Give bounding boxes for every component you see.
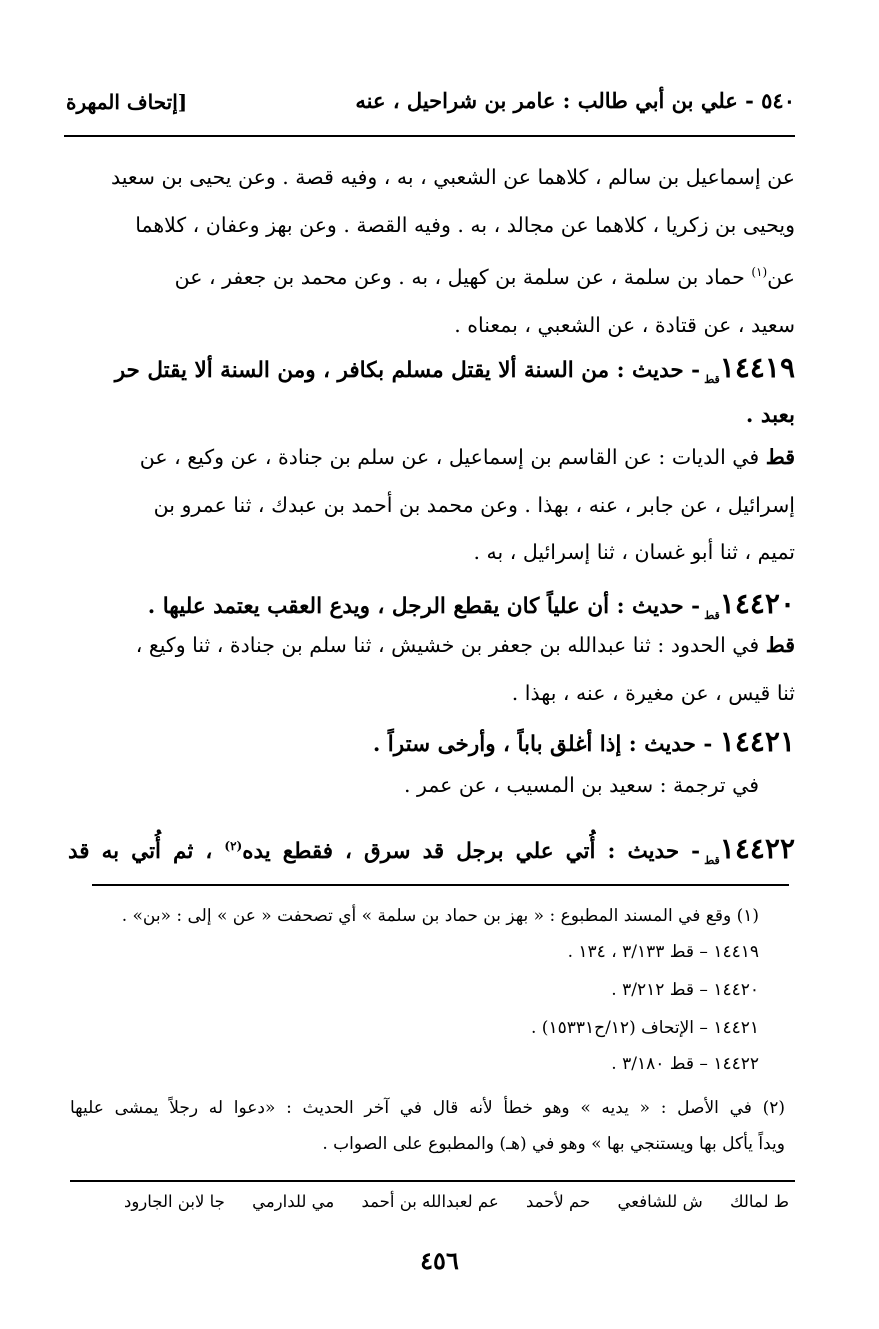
hadith-text-end: ، ثم أُتي به قد: [68, 839, 213, 864]
hadith-14421-chain: [69, 762, 759, 810]
hadith-14419-line-1: [68, 346, 795, 402]
hadith-number: ١٤٤٢٠: [719, 587, 795, 620]
hadith-14419-line-2: بعبد .: [745, 403, 795, 428]
chain-line-1-text: في الديات : عن القاسم بن إسماعيل ، عن سلم بن جنادة ، عن وكيع ، عن: [139, 445, 760, 469]
hadith-14422: [68, 824, 795, 883]
hadith-number: ١٤٤١٩: [719, 351, 795, 384]
intro-line-3-text: حماد بن سلمة ، عن سلمة بن كهيل ، به . وعن محمد بن جعفر ، عن: [174, 265, 745, 289]
intro-paragraph: [68, 154, 795, 349]
footnote-ref-2: (٢): [224, 839, 243, 853]
hadith-text: - حديث : إذا أغلق باباً ، وأرخى ستراً .: [372, 732, 713, 757]
source-abbrev: قط: [765, 445, 795, 469]
footnote-2: [70, 1090, 785, 1162]
hadith-number: ١٤٤٢٢: [719, 832, 795, 865]
legend-item-malik: ط لمالك: [729, 1192, 789, 1211]
hadith-14421-line-1: [68, 720, 795, 767]
chain-line-2: ثنا قيس ، عن مغيرة ، عنه ، بهذا .: [511, 680, 795, 705]
hadith-text: - حديث : أن علياً كان يقطع الرجل ، ويدع العقب يعتمد عليها .: [147, 594, 701, 619]
hadith-14420-chain: [68, 622, 795, 717]
header-rule: [64, 135, 795, 137]
hadith-text: - حديث : أُتي علي برجل قد سرق ، فقطع يده: [242, 839, 701, 864]
chain-line-3: تميم ، ثنا أبو غسان ، ثنا إسرائيل ، به .: [473, 540, 795, 564]
intro-line-2: ويحيى بن زكريا ، كلاهما عن مجالد ، به . وفيه القصة . وعن بهز وعفان ، كلاهما: [135, 212, 795, 237]
footnote-2-line-2: ويداً يأكل بها ويستنجي بها » وهو في (هـ) والمطبوع على الصواب .: [322, 1134, 785, 1154]
legend-item-ahmad: حم لأحمد: [525, 1192, 591, 1211]
footnote-ref-1: (١): [751, 265, 768, 279]
intro-line-3-prefix: عن: [767, 265, 795, 289]
hadith-14419-chain: [68, 434, 795, 577]
legend-item-darimi: مي للدارمي: [252, 1192, 335, 1211]
hadith-text: - حديث : من السنة ألا يقتل مسلم بكافر ، ومن السنة ألا يقتل حر: [114, 358, 701, 383]
abbreviation-legend: [124, 1192, 789, 1211]
hadith-14422-line-1: [68, 824, 795, 883]
footnote-2-line-1: (٢) في الأصل : « يديه » وهو خطأ لأنه قال في آخر الحديث : «دعوا له رجلاً يمشى عليها: [70, 1098, 785, 1118]
intro-line-1: عن إسماعيل بن سالم ، كلاهما عن الشعبي ، به ، وفيه قصة . وعن يحيى بن سعيد: [110, 165, 795, 189]
footnote-ref-14422: ١٤٤٢٢ – قط ٣/١٨٠ .: [611, 1054, 759, 1074]
hadith-14421: [68, 720, 795, 767]
source-abbrev: قط: [765, 633, 795, 657]
source-symbol: قط: [704, 854, 720, 867]
chain-line-1: في ترجمة : سعيد بن المسيب ، عن عمر .: [403, 773, 759, 797]
source-symbol: قط: [704, 609, 720, 622]
running-title: ٥٤٠ - علي بن أبي طالب : عامر بن شراحيل ، عنه: [355, 88, 795, 113]
chain-line-1: [68, 622, 795, 670]
hadith-14419: [68, 346, 795, 430]
footnote-rule: [92, 884, 789, 886]
book-title: [إتحاف المهرة: [66, 90, 188, 114]
intro-line-4: سعيد ، عن قتادة ، عن الشعبي ، بمعناه .: [454, 312, 795, 337]
legend-item-abdullah: عم لعبدالله بن أحمد: [361, 1192, 499, 1211]
legend-rule: [70, 1180, 795, 1182]
legend-item-shafii: ش للشافعي: [617, 1192, 703, 1211]
chain-line-1: [68, 434, 795, 482]
footnote-1: (١) وقع في المسند المطبوع : « بهز بن حماد بن سلمة » أي تصحفت « عن » إلى : «بن» .: [121, 906, 759, 926]
page-number: ٤٥٦: [420, 1246, 459, 1275]
hadith-number: ١٤٤٢١: [719, 725, 795, 758]
footnote-ref-14420: ١٤٤٢٠ – قط ٣/٢١٢ .: [611, 980, 759, 1000]
intro-line-3: [68, 249, 795, 302]
legend-item-jarud: جا لابن الجارود: [123, 1192, 225, 1211]
source-symbol: قط: [704, 373, 720, 386]
chain-line-1-text: في الحدود : ثنا عبدالله بن جعفر بن خشيش ، ثنا سلم بن جنادة ، ثنا وكيع ،: [135, 633, 760, 657]
footnote-ref-14419: ١٤٤١٩ – قط ٣/١٣٣ ، ١٣٤ .: [567, 942, 759, 962]
footnote-ref-14421: ١٤٤٢١ – الإتحاف (١٢/ح١٥٣٣١) .: [530, 1018, 759, 1038]
chain-line-2: إسرائيل ، عن جابر ، عنه ، بهذا . وعن محمد بن أحمد بن عبدك ، ثنا عمرو بن: [153, 492, 795, 517]
